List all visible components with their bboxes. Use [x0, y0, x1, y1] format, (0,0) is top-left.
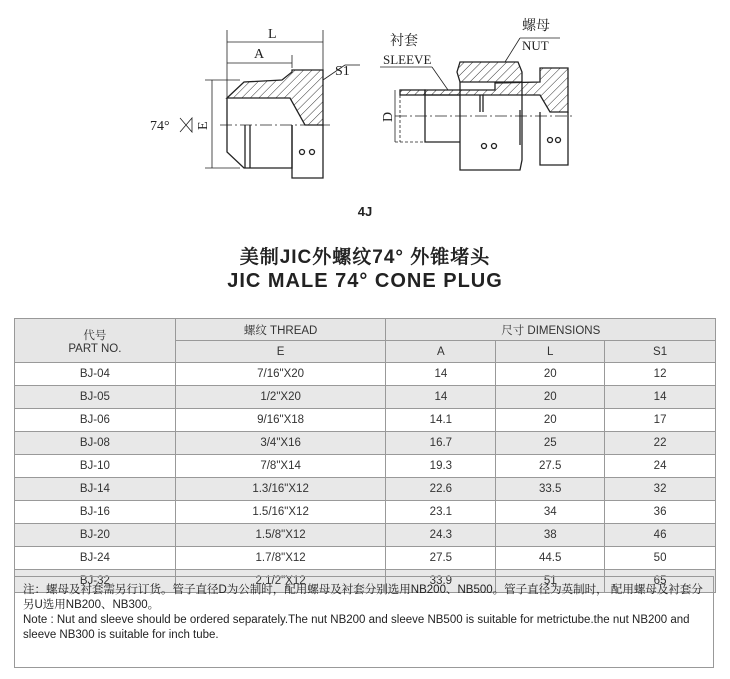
cell-a: 27.5	[386, 547, 496, 570]
cell-l: 27.5	[496, 455, 605, 478]
cell-l: 20	[496, 386, 605, 409]
cell-part-no: BJ-06	[15, 409, 176, 432]
cell-thread: 1/2"X20	[175, 386, 386, 409]
cell-s1: 22	[605, 432, 716, 455]
label-a: A	[254, 47, 265, 62]
label-nut-en: NUT	[522, 38, 549, 53]
cell-l: 25	[496, 432, 605, 455]
cell-part-no: BJ-05	[15, 386, 176, 409]
label-s1: S1	[335, 64, 350, 79]
cell-s1: 65	[605, 570, 716, 593]
cell-part-no: BJ-32	[15, 570, 176, 593]
cell-l: 44.5	[496, 547, 605, 570]
cell-a: 22.6	[386, 478, 496, 501]
dimensions-table	[14, 318, 716, 593]
plug-drawing	[180, 30, 360, 178]
cell-s1: 36	[605, 501, 716, 524]
cell-s1: 12	[605, 363, 716, 386]
header-s1: S1	[605, 341, 716, 363]
cell-thread: 1.3/16"X12	[175, 478, 386, 501]
note-english: Note : Nut and sleeve should be ordered separately.The nut NB200 and sleeve NB500 is suitable for metrictube.the nut NB200 and sleeve NB300 is suitable for inch tube.	[23, 614, 690, 641]
label-sleeve-en: SLEEVE	[383, 52, 432, 67]
title-english: JIC MALE 74° CONE PLUG	[227, 270, 503, 292]
cell-a: 14	[386, 386, 496, 409]
cell-a: 23.1	[386, 501, 496, 524]
title-chinese: 美制JIC外螺纹74° 外锥堵头	[239, 247, 491, 268]
cell-part-no: BJ-14	[15, 478, 176, 501]
header-part-no	[15, 319, 176, 363]
header-part-en: PART NO.	[68, 342, 122, 355]
header-l: L	[496, 341, 605, 363]
cell-thread: 1.5/8"X12	[175, 524, 386, 547]
note-chinese: 注：螺母及衬套需另行订货。管子直径D为公制时，配用螺母及衬套分别选用NB200、NB500。管子直径为英制时， 配用螺母及衬套分另U选用NB200、NB300。	[23, 584, 703, 611]
cell-l: 51	[496, 570, 605, 593]
table-row	[15, 363, 716, 386]
cell-a: 24.3	[386, 524, 496, 547]
label-angle: 74°	[150, 119, 170, 134]
cell-thread: 2.1/2"X12	[175, 570, 386, 593]
cell-thread: 9/16"X18	[175, 409, 386, 432]
cell-thread: 1.7/8"X12	[175, 547, 386, 570]
header-thread: 螺纹 THREAD	[175, 319, 386, 341]
label-l: L	[268, 27, 277, 42]
header-part-cn: 代号	[83, 329, 107, 342]
table-row	[15, 409, 716, 432]
label-e: E	[196, 121, 211, 130]
cell-part-no: BJ-20	[15, 524, 176, 547]
cell-s1: 32	[605, 478, 716, 501]
cell-thread: 7/8"X14	[175, 455, 386, 478]
cell-s1: 24	[605, 455, 716, 478]
cell-part-no: BJ-08	[15, 432, 176, 455]
cell-l: 38	[496, 524, 605, 547]
cell-l: 33.5	[496, 478, 605, 501]
cell-part-no: BJ-16	[15, 501, 176, 524]
cell-thread: 3/4"X16	[175, 432, 386, 455]
label-d: D	[381, 111, 396, 122]
cell-s1: 50	[605, 547, 716, 570]
cell-a: 33.9	[386, 570, 496, 593]
table-row	[15, 386, 716, 409]
cell-thread: 7/16"X20	[175, 363, 386, 386]
technical-drawing	[0, 0, 730, 200]
table-row	[15, 501, 716, 524]
cell-l: 20	[496, 363, 605, 386]
header-e: E	[175, 341, 386, 363]
cell-part-no: BJ-04	[15, 363, 176, 386]
cell-a: 14.1	[386, 409, 496, 432]
table-row	[15, 547, 716, 570]
label-sleeve-cn: 衬套	[390, 34, 418, 49]
product-code: 4J	[357, 204, 373, 219]
cell-s1: 17	[605, 409, 716, 432]
cell-s1: 14	[605, 386, 716, 409]
cell-l: 34	[496, 501, 605, 524]
header-dimensions: 尺寸 DIMENSIONS	[386, 319, 716, 341]
cell-part-no: BJ-10	[15, 455, 176, 478]
cell-a: 19.3	[386, 455, 496, 478]
cell-a: 16.7	[386, 432, 496, 455]
label-nut-cn: 螺母	[522, 19, 550, 34]
table-row	[15, 478, 716, 501]
note-box	[14, 576, 714, 668]
cell-a: 14	[386, 363, 496, 386]
header-a: A	[386, 341, 496, 363]
table-row	[15, 455, 716, 478]
cell-part-no: BJ-24	[15, 547, 176, 570]
cell-thread: 1.5/16"X12	[175, 501, 386, 524]
cell-l: 20	[496, 409, 605, 432]
table-row	[15, 432, 716, 455]
table-row	[15, 524, 716, 547]
cell-s1: 46	[605, 524, 716, 547]
